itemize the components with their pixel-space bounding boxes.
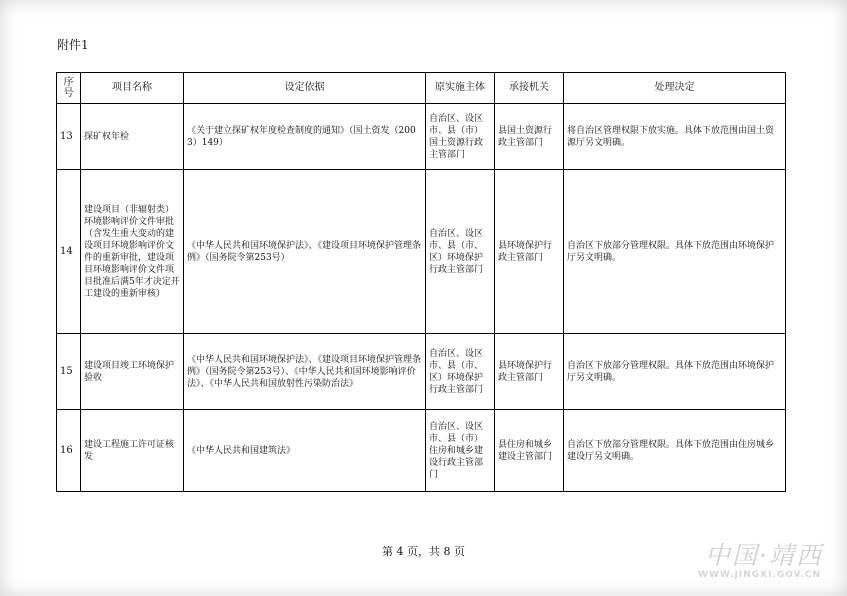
row-basis: 《关于建立探矿权年度检查制度的通知》（国土资发（2003）149） [184,104,426,170]
row-basis: 《中华人民共和国建筑法》 [184,410,426,492]
row-receiving-authority: 县环境保护行政主管部门 [495,170,564,334]
row-decision: 自治区下放部分管理权限。具体下放范围由环境保护厅另文明确。 [564,170,786,334]
row-name: 建设项目（非辐射类）环境影响评价文件审批（含发生重大变动的建设项目环境影响评价文件的重新审批，建设项目环境影响评价文件项目批准后满5年才决定开工建设的重新审核） [81,170,184,334]
attachment-label: 附件1 [57,38,89,52]
row-seq: 15 [57,334,81,410]
row-name: 建设项目竣工环境保护验收 [81,334,184,410]
row-receiving-authority: 县环境保护行政主管部门 [495,334,564,410]
row-decision: 自治区下放部分管理权限。具体下放范围由住房城乡建设厅另文明确。 [564,410,786,492]
table-header-row [57,73,786,104]
row-basis: 《中华人民共和国环境保护法》、《建设项目环境保护管理条例》（国务院令第253号） [184,170,426,334]
watermark-url: WWW.JINGXI.GOV.CN [698,570,821,580]
table-row [57,334,786,410]
row-original-entity: 自治区、设区市、县（市）国土资源行政主管部门 [426,104,495,170]
header-decision: 处理决定 [564,73,786,104]
header-basis: 设定依据 [184,73,426,104]
row-original-entity: 自治区、设区市、县（市、区）环境保护行政主管部门 [426,170,495,334]
row-original-entity: 自治区、设区市、县（市、区）环境保护行政主管部门 [426,334,495,410]
row-basis: 《中华人民共和国环境保护法》、《建设项目环境保护管理条例》（国务院令第253号）、《中华人民共和国环境影响评价法》、《中华人民共和国放射性污染防治法》 [184,334,426,410]
header-name: 项目名称 [81,73,184,104]
row-receiving-authority: 县住房和城乡建设主管部门 [495,410,564,492]
row-decision: 将自治区管理权限下放实施。具体下放范围由国土资源厅另文明确。 [564,104,786,170]
table-row [57,170,786,334]
header-receiving-authority: 承接机关 [495,73,564,104]
table-row [57,410,786,492]
row-seq: 16 [57,410,81,492]
row-seq: 14 [57,170,81,334]
header-original-entity: 原实施主体 [426,73,495,104]
table-row [57,104,786,170]
header-seq: 序号 [57,73,81,104]
watermark-logo-text: 中国·靖西 [705,541,823,570]
row-receiving-authority: 县国土资源行政主管部门 [495,104,564,170]
row-decision: 自治区下放部分管理权限。具体下放范围由环境保护厅另文明确。 [564,334,786,410]
site-watermark [663,536,823,582]
row-name: 探矿权年检 [81,104,184,170]
row-name: 建设工程施工许可证核发 [81,410,184,492]
row-original-entity: 自治区、设区市、县（市）住房和城乡建设行政主管部门 [426,410,495,492]
row-seq: 13 [57,104,81,170]
page-number-footer: 第 4 页，共 8 页 [382,545,465,558]
items-table [56,72,786,492]
